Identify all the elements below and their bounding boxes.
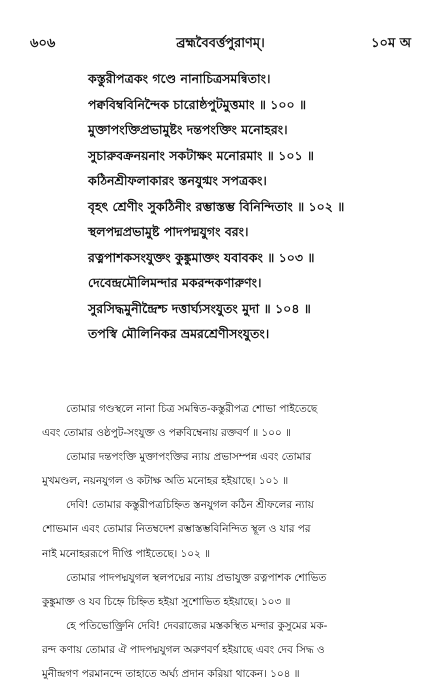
- translation-line: তোমার গণ্ডস্থলে নানা চিত্র সমন্বিত-কস্তুরীপত্র শোভা পাইতেছে: [66, 403, 318, 415]
- bengali-translation: [42, 397, 412, 686]
- translation-line: তোমার দন্তপংক্তি মুক্তাপংক্তির ন্যায় প্রভাসম্পন্ন এবং তোমার: [66, 451, 312, 464]
- verse-line: তপস্বি মৌলিনিকর ভ্রমরশ্রেণীসংযুতং।: [88, 326, 270, 341]
- translation-line: দেবি! তোমার কস্তুরীপত্রচিহ্নিত স্তনযুগল কঠিন শ্রীফলের ন্যায়: [66, 499, 314, 512]
- verse-line: কঠিনশ্রীফলাকারং স্তনযুগ্মং সপত্রকং।: [88, 173, 267, 188]
- verse-line: দেবেন্দ্রমৌলিমন্দার মকরন্দকণারুণং।: [88, 275, 262, 290]
- chapter-label: ১০ম অ: [371, 36, 411, 51]
- verse-line: বৃহৎ শ্রেণীং সুকঠিনীং রম্ভাস্তম্ভ বিনিন্দিতাং ॥ ১০২ ॥: [88, 198, 345, 214]
- verse-line: কস্তুরীপত্রকং গণ্ডে নানাচিত্রসমন্বিতাং।: [88, 71, 271, 86]
- verse-line: সুরসিদ্ধমুনীন্দ্রৈশ্চ দত্তার্ঘ্যসংযুতং মুদা ॥ ১০৪ ॥: [88, 300, 311, 316]
- translation-line: নাই মনোহররূপে দীপ্তি পাইতেছে। ১০২ ॥: [42, 547, 210, 560]
- translation-line: কুঙ্কুমাক্ত ও যব চিহ্নে চিহ্নিত হইয়া সুশোভিত হইয়াছে। ১০৩ ॥: [42, 595, 291, 608]
- translation-line: তোমার পাদপদ্মযুগল স্থলপদ্মের ন্যায় প্রভাযুক্ত রত্নপাশক শোভিত: [66, 571, 327, 584]
- translation-line: মুনীন্দ্রগণ পরমানন্দে তাহাতে অর্ঘ্য প্রদান করিয়া থাকেন। ১০৪ ॥: [42, 668, 300, 681]
- verse-line: রত্নপাশকসংযুক্তং কুঙ্কুমাক্তং যবাবকং ॥ ১০৩ ॥: [88, 249, 315, 265]
- running-title: ব্রহ্মবৈবর্ত্তপুরাণম্।: [176, 36, 265, 51]
- translation-line: হে পতিভোক্ত্রিনি দেবি! দেবরাজের মস্তকস্থিত মন্দার কুসুমের মক-: [66, 619, 328, 632]
- translation-line: এবং তোমার ওষ্ঠপুট-সংযুক্ত ও পক্ববিম্বেনায় রক্তবর্ণ ॥ ১০০ ॥: [42, 427, 291, 440]
- verse-line: মুক্তাপংক্তিপ্রভামুষ্টং দন্তপংক্তিং মনোহরং।: [88, 122, 288, 137]
- translation-line: মুখমণ্ডল, নয়নযুগল ও কটাক্ষ অতি মনোহর হইয়াছে। ১০১ ॥: [42, 475, 289, 488]
- translation-line: শোভমান এবং তোমার নিতম্বদেশ রম্ভাস্তম্ভবিনিন্দিত স্থূল ও যার পর: [42, 523, 311, 536]
- translation-line: রন্দ কণায় তোমার ঐ পাদপদ্মযুগল অরুণবর্ণ হইয়াছে এবং দেব সিদ্ধ ও: [42, 643, 325, 656]
- page-header: [30, 34, 411, 54]
- verse-line: স্থলপদ্মপ্রভামুষ্ট পাদপদ্মযুগং বরং।: [88, 224, 249, 239]
- sanskrit-verses: [88, 66, 418, 347]
- verse-line: পক্ববিম্ববিনিন্দৈক চারোষ্ঠপুটমুত্তমাং ॥ ১০০ ॥: [88, 96, 307, 112]
- page-number: ৬০৬: [30, 36, 56, 51]
- verse-line: সুচারুবক্রনয়নাং সকটাক্ষং মনোরমাং ॥ ১০১ ॥: [88, 147, 314, 163]
